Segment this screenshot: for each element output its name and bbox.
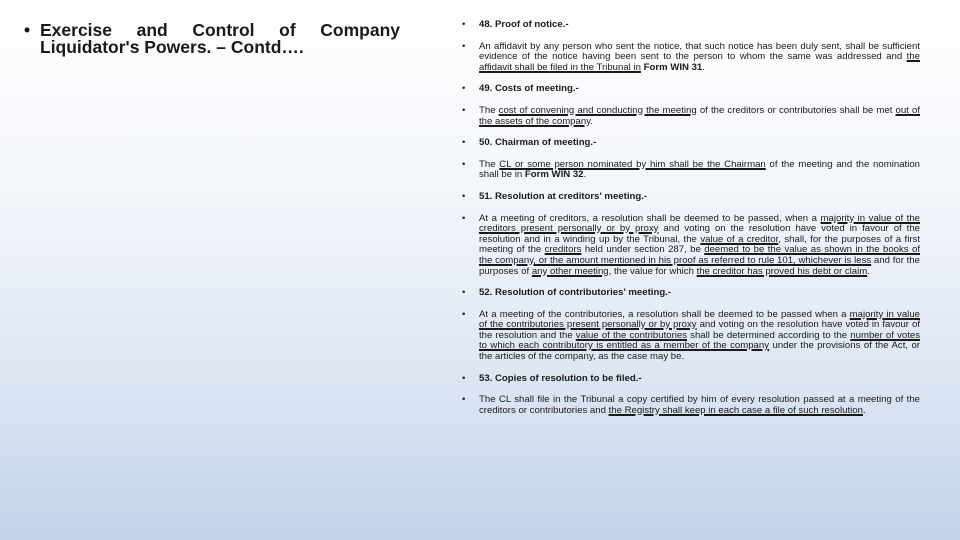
bullet: • bbox=[462, 394, 466, 406]
title-bullet: • bbox=[24, 20, 31, 40]
slide-title bbox=[24, 22, 400, 56]
bullet: • bbox=[462, 372, 466, 384]
bullet: • bbox=[462, 83, 466, 95]
bullet: • bbox=[462, 40, 466, 52]
rules-content bbox=[462, 20, 920, 427]
rule-50-heading: • 50. Chairman of meeting.- bbox=[462, 137, 597, 149]
rule-49-text: • The cost of convening and conducting the meeting of the creditors or contributories shall be met out of the assets of the company. bbox=[462, 104, 920, 127]
rule-53-text: • The CL shall file in the Tribunal a copy certified by him of every resolution passed at a meeting of the creditors or contributories and the Registry shall keep in each case a file of such resolution. bbox=[462, 394, 920, 416]
title-line-1: Exercise and Control of Company bbox=[40, 20, 400, 40]
rule-48-text: • An affidavit by any person who sent the notice, that such notice has been duly sent, shall be sufficient evidence of the notice having been sent to the person to whom the same was addressed and the affidavit shall be filed in the Tribunal in Form WIN 31. bbox=[462, 40, 920, 73]
rule-51-heading: • 51. Resolution at creditors' meeting.- bbox=[462, 190, 648, 202]
rule-52-text: • At a meeting of the contributories, a resolution shall be deemed to be passed when a majority in value of the contributories present personally or by proxy and voting on the resolution have voted in favour of the resolution and the value of the contributories shall be determined according to the number of votes to which each contributory is entitled as a member of the company under the provisions of the Act, or the articles of the company, as the case may be. bbox=[462, 308, 921, 363]
rule-48-heading: • 48. Proof of notice.- bbox=[462, 19, 569, 30]
bullet: • bbox=[462, 104, 466, 116]
rule-51-text: • At a meeting of creditors, a resolution shall be deemed to be passed, when a majority in value of the creditors present personally or by proxy and voting on the resolution have voted in favour of the resolution and in a winding up by the Tribunal, the value of a creditor, shall, for the purposes of a first meeting of the creditors held under section 287, be deemed to be the value as shown in the books of the company, or the amount mentioned in his proof as referred to rule 101, whichever is less and for the purposes of any other meeting, the value for which the creditor has proved his debt or claim. bbox=[462, 212, 920, 277]
rule-50-text: • The CL or some person nominated by him shall be the Chairman of the meeting and the nomination shall be in Form WIN 32. bbox=[462, 158, 920, 181]
bullet: • bbox=[462, 212, 466, 224]
bullet: • bbox=[462, 308, 466, 320]
bullet: • bbox=[462, 137, 466, 149]
bullet: • bbox=[462, 190, 466, 202]
bullet: • bbox=[462, 19, 466, 30]
rule-52-heading: • 52. Resolution of contributories' meeting.- bbox=[462, 287, 672, 299]
bullet: • bbox=[462, 287, 466, 299]
title-line-2: Liquidator's Powers. – Contd…. bbox=[40, 37, 304, 57]
bullet: • bbox=[462, 158, 466, 170]
rule-49-heading: • 49. Costs of meeting.- bbox=[462, 83, 579, 95]
rule-53-heading: • 53. Copies of resolution to be filed.- bbox=[462, 372, 642, 384]
